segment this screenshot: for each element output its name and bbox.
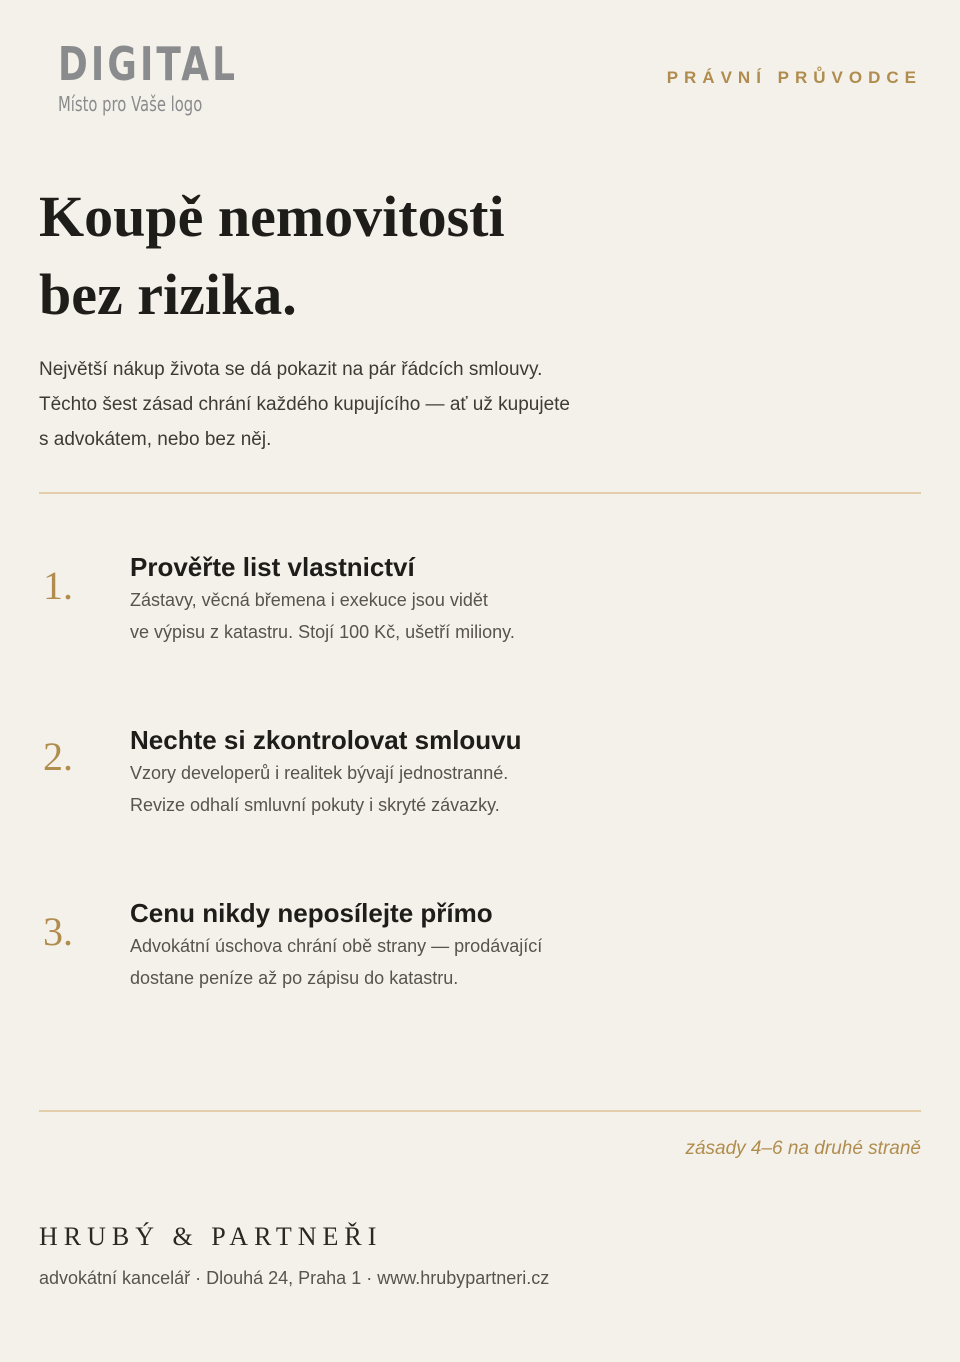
step-description-line: Zástavy, věcná břemena i exekuce jsou vidět [130,590,488,610]
logo-placeholder [58,37,239,116]
divider-bottom [39,1110,921,1112]
step-description-line: ve výpisu z katastru. Stojí 100 Kč, ušetří miliony. [130,622,515,642]
step-description-line: Revize odhalí smluvní pokuty i skryté závazky. [130,795,500,815]
title-line-1: Koupě nemovitosti [39,184,505,249]
step-title: Nechte si zkontrolovat smlouvu [130,725,522,755]
step-number: 2. [43,734,73,779]
step-title: Cenu nikdy neposílejte přímo [130,898,493,928]
intro-line: Těchto šest zásad chrání každého kupujícího — ať už kupujete [39,394,570,415]
step-number: 1. [43,563,73,608]
title-line-2: bez rizika. [39,262,297,327]
step-description [130,584,515,648]
logo-wordmark: DIGITAL [58,37,239,91]
step-title: Prověřte list vlastnictví [130,552,415,582]
intro-line: s advokátem, nebo bez něj. [39,429,272,450]
step-description-line: Advokátní úschova chrání obě strany — prodávající [130,936,543,956]
divider-top [39,492,921,494]
step-number: 3. [43,909,73,954]
step-description-line: Vzory developerů i realitek bývají jednostranné. [130,763,509,783]
firm-contact-info: advokátní kancelář · Dlouhá 24, Praha 1 · www.hrubypartneri.cz [39,1268,550,1288]
step-description [130,757,508,821]
step-description-line: dostane peníze až po zápisu do katastru. [130,968,459,988]
continuation-note: zásady 4–6 na druhé straně [685,1138,921,1159]
page-title [39,178,505,334]
intro-line: Největší nákup života se dá pokazit na pár řádcích smlouvy. [39,359,543,380]
intro-paragraph [39,352,639,457]
logo-tagline: Místo pro Vaše logo [58,92,203,116]
firm-name: HRUBÝ & PARTNEŘI [39,1222,383,1251]
document-label: PRÁVNÍ PRŮVODCE [666,68,922,87]
step-description [130,930,542,994]
